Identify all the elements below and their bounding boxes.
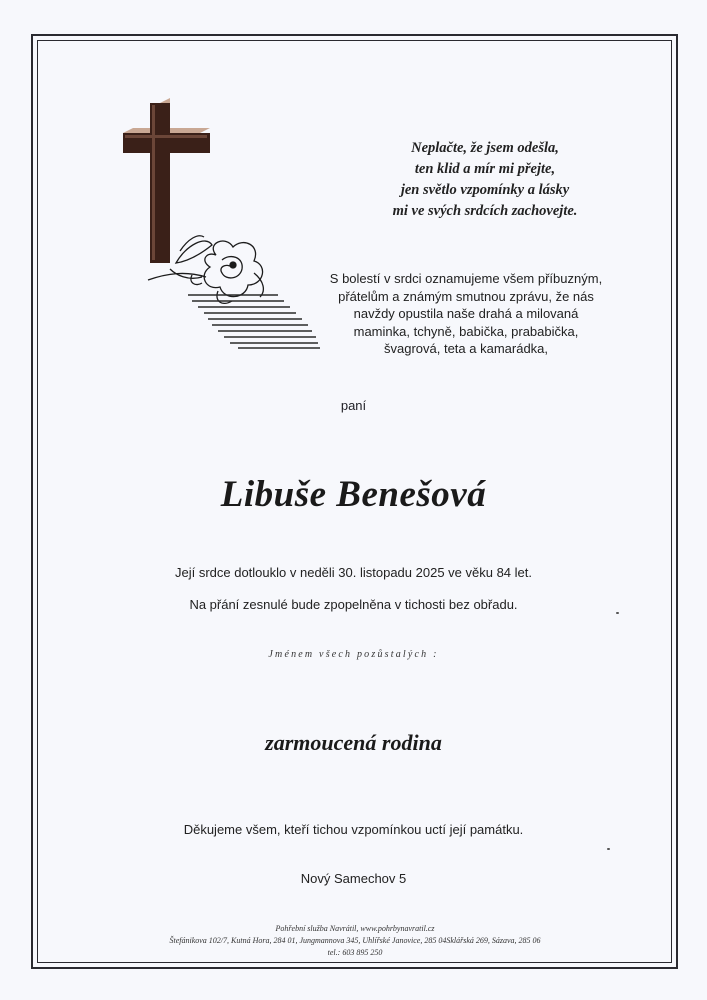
poem-line: mi ve svých srdcích zachovejte. [392, 203, 578, 219]
intro-line: navždy opustila naše drahá a milovaná [353, 306, 579, 321]
footer-line: Pohřební služba Navrátil, www.pohrbynavratil.cz [275, 924, 435, 933]
cremation-notice: Na přání zesnulé bude zpopelněna v tichosti bez obřadu. [189, 597, 518, 612]
announcement-intro [296, 270, 636, 358]
death-notice: Její srdce dotlouklo v neděli 30. listopadu 2025 ve věku 84 let. [174, 565, 532, 580]
deceased-name: Libuše Benešová [220, 474, 487, 515]
intro-line: maminka, tchyně, babička, prababička, [353, 323, 579, 339]
intro-line: přátelům a známým smutnou zprávu, že nás [338, 288, 594, 304]
address: Nový Samechov 5 [300, 871, 407, 886]
on-behalf-label: Jménem všech pozůstalých : [268, 649, 439, 660]
thanks-line: Děkujeme všem, kteří tichou vzpomínkou uctí její památku. [183, 822, 524, 837]
poem-line: jen světlo vzpomínky a lásky [400, 182, 570, 198]
cross-icon [123, 98, 210, 263]
footer-line: tel.: 603 895 250 [327, 948, 383, 957]
poem-line: Neplačte, že jsem odešla, [411, 140, 559, 156]
cross-with-rose-ornament [118, 95, 323, 355]
intro-line: švagrová, teta a kamarádka, [383, 341, 549, 356]
intro-line: S bolestí v srdci oznamujeme všem příbuzným, [329, 271, 603, 286]
scan-speck [616, 612, 619, 614]
footer-line: Štefánikova 102/7, Kutná Hora, 284 01, Jungmannova 345, Uhlířské Janovice, 285 04Sklářská 269, Sázava, 285 06 [169, 936, 541, 945]
funeral-service-footer [60, 923, 650, 959]
scan-speck [607, 848, 610, 850]
honorific: paní [340, 398, 367, 413]
poem [340, 138, 630, 222]
family-signature: zarmoucená rodina [265, 730, 442, 755]
poem-line: ten klid a mír mi přejte, [414, 161, 556, 177]
